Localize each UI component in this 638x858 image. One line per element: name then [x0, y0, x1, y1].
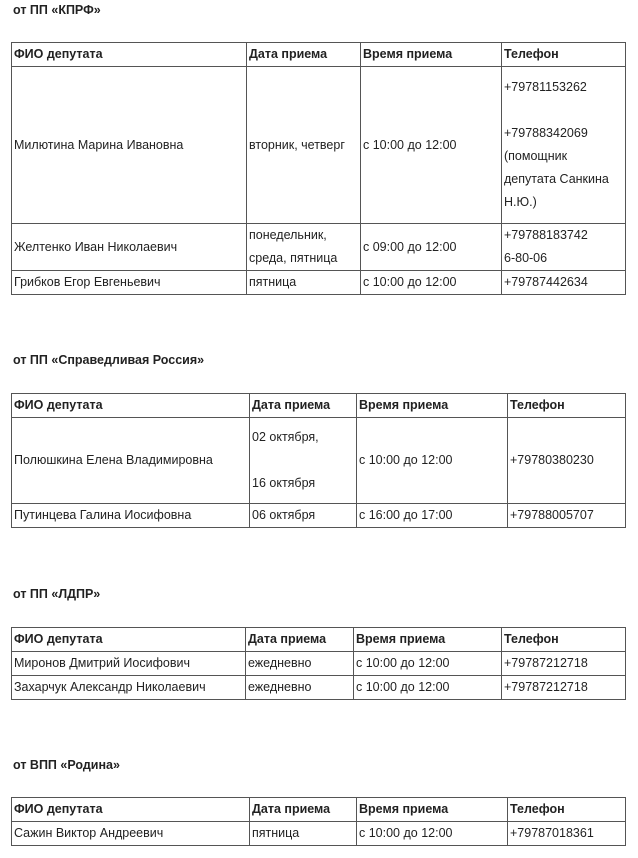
deputies-table-rodina: [11, 797, 626, 846]
date-line: среда, пятница: [249, 251, 338, 265]
cell-time: с 09:00 до 12:00: [361, 224, 502, 271]
header-phone: Телефон: [502, 628, 626, 652]
header-date: Дата приема: [247, 43, 361, 67]
section-heading-ldpr: от ПП «ЛДПР»: [13, 587, 101, 601]
phone-line: +79788342069: [504, 126, 588, 140]
cell-date: [250, 418, 357, 504]
cell-name: Миронов Дмитрий Иосифович: [12, 652, 246, 676]
header-date: Дата приема: [250, 394, 357, 418]
header-phone: Телефон: [508, 394, 626, 418]
header-date: Дата приема: [250, 798, 357, 822]
date-line: 16 октября: [252, 476, 316, 490]
header-phone: Телефон: [508, 798, 626, 822]
table-row: [12, 271, 626, 295]
cell-time: с 10:00 до 12:00: [361, 271, 502, 295]
cell-time: с 10:00 до 12:00: [357, 822, 508, 846]
cell-date: пятница: [250, 822, 357, 846]
deputies-table-ldpr: [11, 627, 626, 700]
cell-time: с 10:00 до 12:00: [361, 67, 502, 224]
header-time: Время приема: [357, 798, 508, 822]
cell-time: с 10:00 до 12:00: [354, 652, 502, 676]
cell-phone: +79787212718: [502, 652, 626, 676]
cell-phone: [502, 67, 626, 224]
table-row: [12, 67, 626, 224]
section-heading-sr: от ПП «Справедливая Россия»: [13, 353, 205, 367]
table-header-row: [12, 628, 626, 652]
date-line: понедельник,: [249, 228, 327, 242]
date-line: 02 октября,: [252, 430, 319, 444]
cell-phone: +79787442634: [502, 271, 626, 295]
cell-date: 06 октября: [250, 504, 357, 528]
cell-date: ежедневно: [246, 676, 354, 700]
cell-name: Захарчук Александр Николаевич: [12, 676, 246, 700]
cell-phone: [502, 224, 626, 271]
header-name: ФИО депутата: [12, 43, 247, 67]
cell-date: ежедневно: [246, 652, 354, 676]
cell-name: Милютина Марина Ивановна: [12, 67, 247, 224]
header-date: Дата приема: [246, 628, 354, 652]
section-heading-rodina: от ВПП «Родина»: [13, 758, 120, 772]
cell-date: вторник, четверг: [247, 67, 361, 224]
table-row: [12, 418, 626, 504]
cell-phone: +79787018361: [508, 822, 626, 846]
header-name: ФИО депутата: [12, 394, 250, 418]
header-phone: Телефон: [502, 43, 626, 67]
table-header-row: [12, 798, 626, 822]
cell-name: Сажин Виктор Андреевич: [12, 822, 250, 846]
cell-date: пятница: [247, 271, 361, 295]
cell-phone: +79787212718: [502, 676, 626, 700]
table-row: [12, 822, 626, 846]
phone-line: +79781153262: [504, 80, 587, 94]
table-row: [12, 676, 626, 700]
header-name: ФИО депутата: [12, 628, 246, 652]
cell-time: с 16:00 до 17:00: [357, 504, 508, 528]
header-time: Время приема: [357, 394, 508, 418]
deputies-table-sr: [11, 393, 626, 528]
section-heading-kprf: от ПП «КПРФ»: [13, 3, 101, 17]
header-time: Время приема: [361, 43, 502, 67]
table-row: [12, 652, 626, 676]
header-time: Время приема: [354, 628, 502, 652]
table-row: [12, 224, 626, 271]
cell-name: Грибков Егор Евгеньевич: [12, 271, 247, 295]
cell-phone: +79780380230: [508, 418, 626, 504]
phone-line: 6-80-06: [504, 251, 548, 265]
cell-time: с 10:00 до 12:00: [354, 676, 502, 700]
phone-note: Н.Ю.): [504, 195, 537, 209]
cell-date: [247, 224, 361, 271]
phone-note: депутата Санкина: [504, 172, 609, 186]
cell-time: с 10:00 до 12:00: [357, 418, 508, 504]
cell-name: Путинцева Галина Иосифовна: [12, 504, 250, 528]
table-header-row: [12, 394, 626, 418]
phone-note: (помощник: [504, 149, 568, 163]
table-row: [12, 504, 626, 528]
deputies-table-kprf: [11, 42, 626, 295]
cell-name: Желтенко Иван Николаевич: [12, 224, 247, 271]
table-header-row: [12, 43, 626, 67]
cell-phone: +79788005707: [508, 504, 626, 528]
phone-line: +79788183742: [504, 228, 588, 242]
cell-name: Полюшкина Елена Владимировна: [12, 418, 250, 504]
header-name: ФИО депутата: [12, 798, 250, 822]
